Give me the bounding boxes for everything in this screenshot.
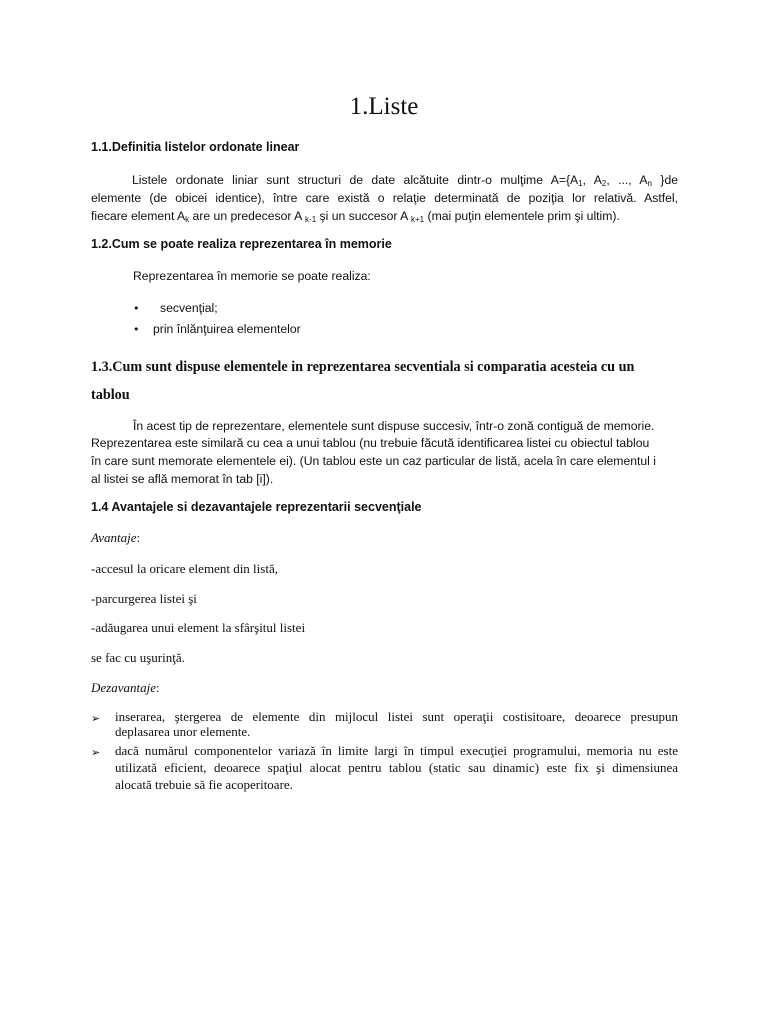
- disadvantage-1-line-2: deplasarea unor elemente.: [115, 724, 251, 739]
- subscript: k-1: [305, 215, 317, 224]
- s1-text: fiecare element A: [91, 209, 186, 223]
- disadvantage-2-line-1: dacă numărul componentelor variază în limite largi în timpul execuţiei programului, memoria nu este: [115, 743, 678, 758]
- disadvantage-2-line-2: utilizată eficient, deoarece spaţiul alocat pentru tablou (static sau dinamic) este fix şi dimensiunea: [115, 760, 678, 775]
- s3-paragraph-line-3: în care sunt memorate elementele ei). (Un tablou este un caz particular de listă, acela în care elementul i: [91, 454, 656, 468]
- advantages-label: [91, 530, 140, 546]
- list-item: [91, 743, 100, 761]
- section-1-2-heading: 1.2.Cum se poate realiza reprezentarea în memorie: [91, 237, 392, 251]
- section-1-3-heading-line-1: 1.3.Cum sunt dispuse elementele in reprezentarea secventiala si comparatia acesteia cu un: [91, 359, 635, 375]
- section-1-3-heading-line-2: tablou: [91, 387, 130, 403]
- advantage-line: -parcurgerea listei şi: [91, 591, 197, 606]
- advantage-line: -accesul la oricare element din listă,: [91, 561, 278, 576]
- colon: :: [155, 680, 160, 695]
- s3-paragraph-line-1: În acest tip de reprezentare, elementele sunt dispuse succesiv, într-o zonă contiguă de memorie.: [133, 419, 655, 433]
- s1-text: are un predecesor A: [189, 209, 306, 223]
- s1-paragraph-line-3: [91, 206, 620, 226]
- subscript: k: [185, 215, 190, 224]
- s1-text: }de: [651, 173, 678, 187]
- list-item: [133, 319, 140, 340]
- advantage-line: se fac cu uşurinţă.: [91, 650, 185, 665]
- subscript: n: [647, 179, 652, 188]
- disadvantage-2-line-3: alocată trebuie să fie acoperitoare.: [115, 777, 293, 792]
- s1-text: , A: [582, 173, 602, 187]
- list-item-label: prin înlănţuirea elementelor: [153, 322, 301, 336]
- colon: :: [136, 530, 141, 545]
- subscript: k+1: [411, 215, 425, 224]
- section-1-4-heading: 1.4 Avantajele si dezavantajele reprezentarii secvenţiale: [91, 500, 422, 514]
- s1-text: Listele ordonate liniar sunt structuri de date alcătuite dintr-o mulţime A={A: [132, 173, 579, 187]
- page-title: 1.Liste: [349, 93, 419, 120]
- list-item: [133, 298, 140, 319]
- s3-paragraph-line-4: al listei se află memorat în tab [i]).: [91, 472, 274, 486]
- list-item-label: secvenţial;: [160, 301, 218, 315]
- s3-paragraph-line-2: Reprezentarea este similară cu cea a unui tablou (nu trebuie făcută identificarea listei cu obiectul tablou: [91, 436, 650, 450]
- disadvantage-1-line-1: inserarea, ştergerea de elemente din mijlocul listei sunt operaţii costisitoare, deoarece presupun: [115, 709, 678, 724]
- section-1-1-heading: 1.1.Definitia listelor ordonate linear: [91, 140, 300, 154]
- subscript: 1: [578, 179, 583, 188]
- list-item: [91, 709, 100, 727]
- s1-text: , ..., A: [606, 173, 648, 187]
- s1-text: (mai puţin elementele prim şi ultim).: [424, 209, 620, 223]
- bullet-icon: •: [133, 323, 140, 336]
- disadvantages-label-text: Dezavantaje: [91, 680, 156, 695]
- s1-text: şi un succesor A: [316, 209, 411, 223]
- s2-intro: Reprezentarea în memorie se poate realiza:: [133, 269, 371, 283]
- advantage-line: -adăugarea unui element la sfârşitul listei: [91, 620, 306, 635]
- s1-paragraph-line-2: elemente (de obicei identice), între care există o relaţie determinată de poziţia lor relativă. Astfel,: [91, 191, 678, 205]
- advantages-label-text: Avantaje: [91, 530, 137, 545]
- arrow-bullet-icon: ➢: [91, 712, 101, 725]
- disadvantages-label: [91, 680, 160, 696]
- bullet-icon: •: [133, 302, 140, 315]
- arrow-bullet-icon: ➢: [91, 746, 101, 759]
- s1-paragraph-line-1: [132, 170, 678, 190]
- subscript: 2: [601, 179, 607, 188]
